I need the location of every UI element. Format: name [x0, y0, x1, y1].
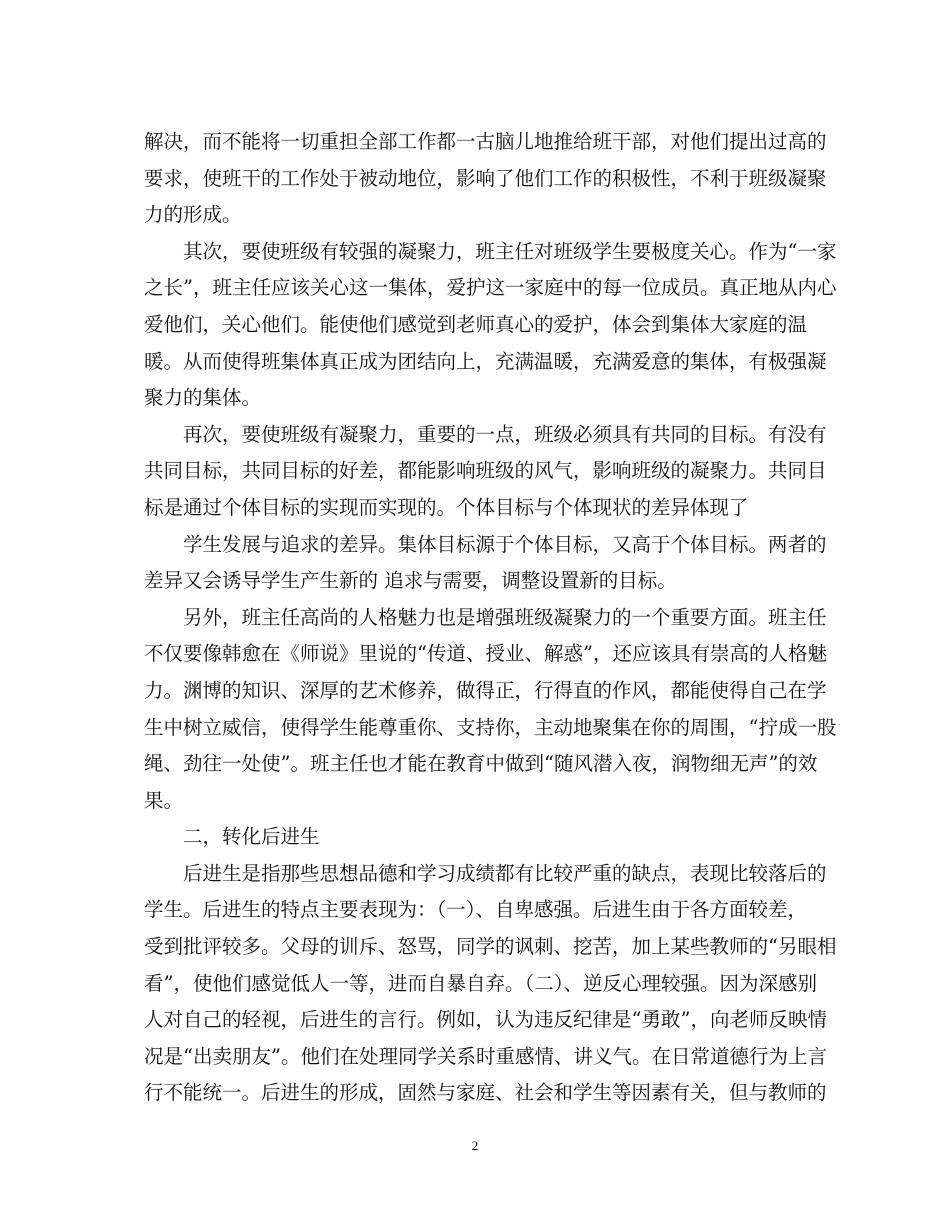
text-line: 差异又会诱导学生产生新的 追求与需要，调整设置新的目标。: [144, 569, 677, 593]
text-line: 力的形成。: [144, 203, 242, 227]
page-number: 2: [471, 1138, 479, 1153]
text-line: 解决，而不能将一切重担全部工作都一古脑儿地推给班干部，对他们提出过高的: [144, 130, 827, 153]
paragraph-first-line: 后进生是指那些思想品德和学习成绩都有比较严重的缺点，表现比较落后的: [183, 861, 827, 885]
text-line: 之长”，班主任应该关心这一集体，爱护这一家庭中的每一位成员。真正地从内心: [144, 276, 837, 300]
text-line: 况是“出卖朋友”。他们在处理同学关系时重感情、讲义气。在日常道德行为上言: [144, 1044, 827, 1068]
body-text: [144, 124, 837, 1112]
text-line: 受到批评较多。父母的训斥、怒骂，同学的讽刺、挖苦，加上某些教师的“另眼相: [144, 935, 837, 959]
text-line: 力。渊博的知识、深厚的艺术修养，做得正，行得直的作风，都能使得自己在学: [144, 678, 827, 702]
text-line: 不仅要像韩愈在《师说》里说的“传道、授业、解惑”，还应该具有崇高的人格魅: [144, 642, 827, 666]
text-line: 要求，使班干的工作处于被动地位，影响了他们工作的积极性，不利于班级凝聚: [144, 166, 827, 190]
section-heading: 二，转化后进生: [183, 825, 320, 849]
text-line: 看”，使他们感觉低人一等，进而自暴自弃。（二）、逆反心理较强。因为深感别: [144, 971, 817, 995]
text-line: 果。: [144, 788, 184, 812]
paragraph-first-line: 其次，要使班级有较强的凝聚力，班主任对班级学生要极度关心。作为“一家: [183, 239, 837, 263]
text-line: 人对自己的轻视，后进生的言行。例如，认为违反纪律是“勇敢”，向老师反映情: [144, 1008, 827, 1032]
text-line: 标是通过个体目标的实现而实现的。个体目标与个体现状的差异体现了: [144, 495, 749, 519]
text-line: 绳、劲往一处使”。班主任也才能在教育中做到“随风潜入夜，润物细无声”的效: [144, 752, 818, 776]
text-line: 生中树立威信，使得学生能尊重你、支持你，主动地聚集在你的周围，“拧成一股: [144, 715, 837, 739]
text-line: 暖。从而使得班集体真正成为团结向上，充满温暖，充满爱意的集体，有极强凝: [144, 349, 827, 373]
paragraph-first-line: 另外，班主任高尚的人格魅力也是增强班级凝聚力的一个重要方面。班主任: [183, 605, 827, 629]
text-line: 行不能统一。后进生的形成，固然与家庭、社会和学生等因素有关，但与教师的: [144, 1081, 827, 1105]
paragraph-first-line: 学生发展与追求的差异。集体目标源于个体目标，又高于个体目标。两者的: [183, 532, 827, 556]
paragraph-first-line: 再次，要使班级有凝聚力，重要的一点，班级必须具有共同的目标。有没有: [183, 422, 827, 446]
text-line: 共同目标，共同目标的好差，都能影响班级的风气，影响班级的凝聚力。共同目: [144, 459, 827, 483]
text-line: 爱他们，关心他们。能使他们感觉到老师真心的爱护，体会到集体大家庭的温: [144, 312, 808, 336]
text-line: 聚力的集体。: [144, 386, 262, 410]
text-line: 学生。后进生的特点主要表现为：（一）、自卑感强。后进生由于各方面较差，: [144, 898, 808, 922]
